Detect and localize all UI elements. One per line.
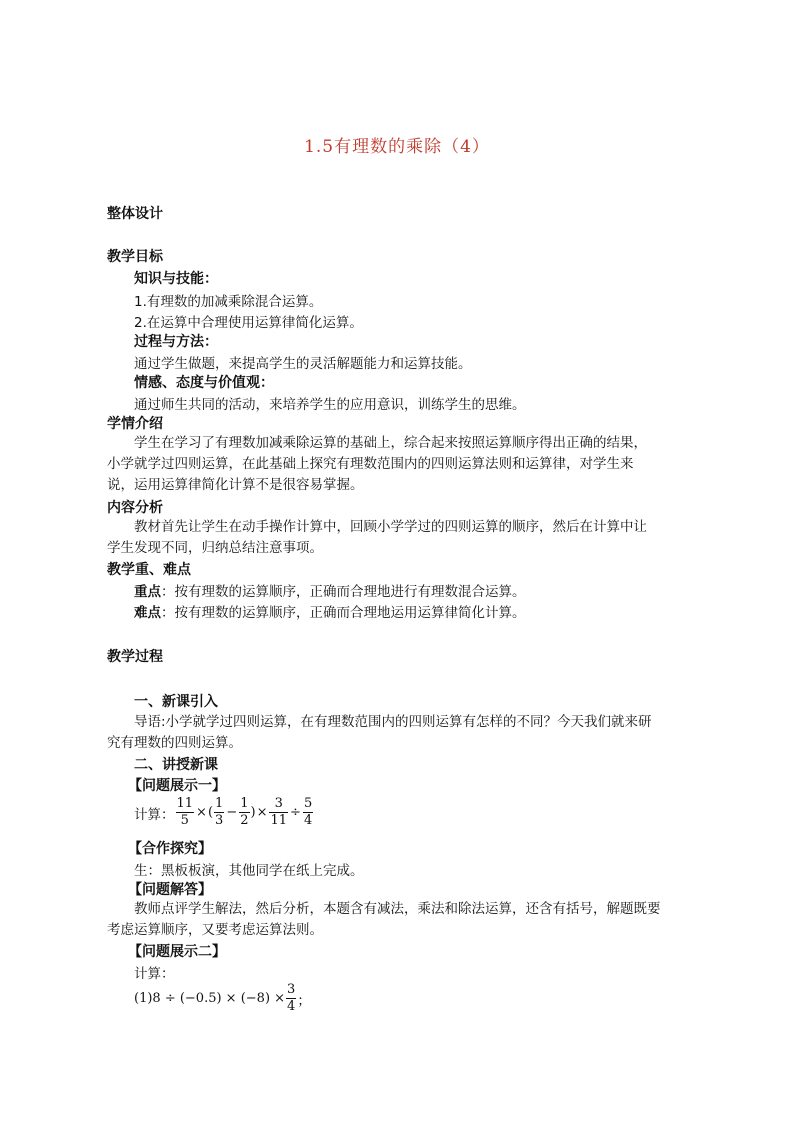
difficult-text: ：按有理数的运算顺序，正确而合理地运用运算律简化计算。 xyxy=(161,605,526,621)
process-method-text: 通过学生做题，来提高学生的灵活解题能力和运算技能。 xyxy=(134,356,472,372)
section-intro-text: 导语:小学就学过四则运算，在有理数范围内的四则运算有怎样的不同？今天我们就来研究有理数的四则运算。 xyxy=(107,714,652,751)
process-method-heading: 过程与方法： xyxy=(134,334,218,350)
difficult-line xyxy=(134,601,526,621)
answer-text: 教师点评学生解法，然后分析，本题含有减法，乘法和除法运算，还含有括号，解题既要考虑运算顺序，又要考虑运算法则。 xyxy=(107,901,661,938)
equation-2 xyxy=(134,982,311,1015)
times-sign: × xyxy=(256,805,268,820)
goals-heading: 教学目标 xyxy=(107,249,163,265)
left-paren: ( xyxy=(207,805,214,820)
focus-text: ：按有理数的运算顺序，正确而合理地进行有理数混合运算。 xyxy=(161,584,526,600)
fraction-numerator: 3 xyxy=(287,982,296,997)
section-intro-heading: 一、新课引入 xyxy=(134,694,218,710)
equation-1 xyxy=(134,796,314,829)
situation-heading: 学情介绍 xyxy=(107,416,163,432)
focus-line xyxy=(134,580,526,600)
fraction-denominator: 11 xyxy=(270,813,288,828)
fraction-denominator: 2 xyxy=(240,813,249,828)
overall-design-heading: 整体设计 xyxy=(107,206,163,222)
emotion-heading: 情感、态度与价值观： xyxy=(134,375,274,391)
fraction-denominator: 4 xyxy=(303,813,313,828)
fraction-numerator: 1 xyxy=(215,796,224,811)
equation-2-prefix: (1)8 ÷ (−0.5) × (−8) × xyxy=(134,991,286,1006)
coop-text: 生：黑板板演，其他同学在纸上完成。 xyxy=(134,863,364,879)
content-heading: 内容分析 xyxy=(107,500,163,516)
situation-text: 学生在学习了有理数加减乘除运算的基础上，综合起来按照运算顺序得出正确的结果，小学就学过四则运算，在此基础上探究有理数范围内的四则运算法则和运算律，对学生来说，运用运算律简化计算不是很容易掌握。 xyxy=(107,435,647,493)
emotion-text: 通过师生共同的活动，来培养学生的应用意识，训练学生的思维。 xyxy=(134,397,526,413)
calc-label: 计算： xyxy=(134,806,175,823)
page-title: 1.5有理数的乘除（4） xyxy=(304,137,490,157)
answer-heading: 【问题解答】 xyxy=(128,882,212,898)
difficult-label: 难点 xyxy=(134,605,161,621)
fraction-denominator: 3 xyxy=(215,813,224,828)
fraction-numerator: 1 xyxy=(240,796,249,811)
right-paren: ) xyxy=(250,805,256,820)
calc-label-2: 计算： xyxy=(134,966,175,982)
fraction-5-4 xyxy=(303,796,313,829)
fraction-denominator: 4 xyxy=(287,999,296,1014)
divide-sign: ÷ xyxy=(290,805,301,820)
knowledge-heading: 知识与技能： xyxy=(134,271,218,287)
fraction-numerator: 5 xyxy=(303,796,313,811)
minus-sign: − xyxy=(226,805,238,820)
problem-2-heading: 【问题展示二】 xyxy=(128,944,226,960)
key-heading: 教学重、难点 xyxy=(107,562,191,578)
fraction-1-2 xyxy=(239,796,249,829)
problem-1-heading: 【问题展示一】 xyxy=(128,778,226,794)
coop-heading: 【合作探究】 xyxy=(128,841,212,857)
fraction-numerator: 11 xyxy=(176,796,194,811)
content-text: 教材首先让学生在动手操作计算中，回顾小学学过的四则运算的顺序，然后在计算中让学生发现不同，归纳总结注意事项。 xyxy=(107,519,647,556)
fraction-1-3 xyxy=(214,796,224,829)
fraction-11-5 xyxy=(176,796,195,829)
fraction-numerator: 3 xyxy=(269,796,288,813)
equation-2-suffix: ； xyxy=(297,992,311,1009)
focus-label: 重点 xyxy=(134,584,161,600)
process-heading: 教学过程 xyxy=(107,649,163,665)
fraction-denominator: 5 xyxy=(180,813,189,828)
times-sign: × xyxy=(196,805,207,820)
section-teach-heading: 二、讲授新课 xyxy=(134,757,218,773)
knowledge-item-1: 1.有理数的加减乘除混合运算。 xyxy=(134,294,323,310)
fraction-3-11 xyxy=(269,796,288,829)
knowledge-item-2: 2.在运算中合理使用运算律简化运算。 xyxy=(134,315,363,331)
fraction-3-4 xyxy=(286,982,296,1015)
